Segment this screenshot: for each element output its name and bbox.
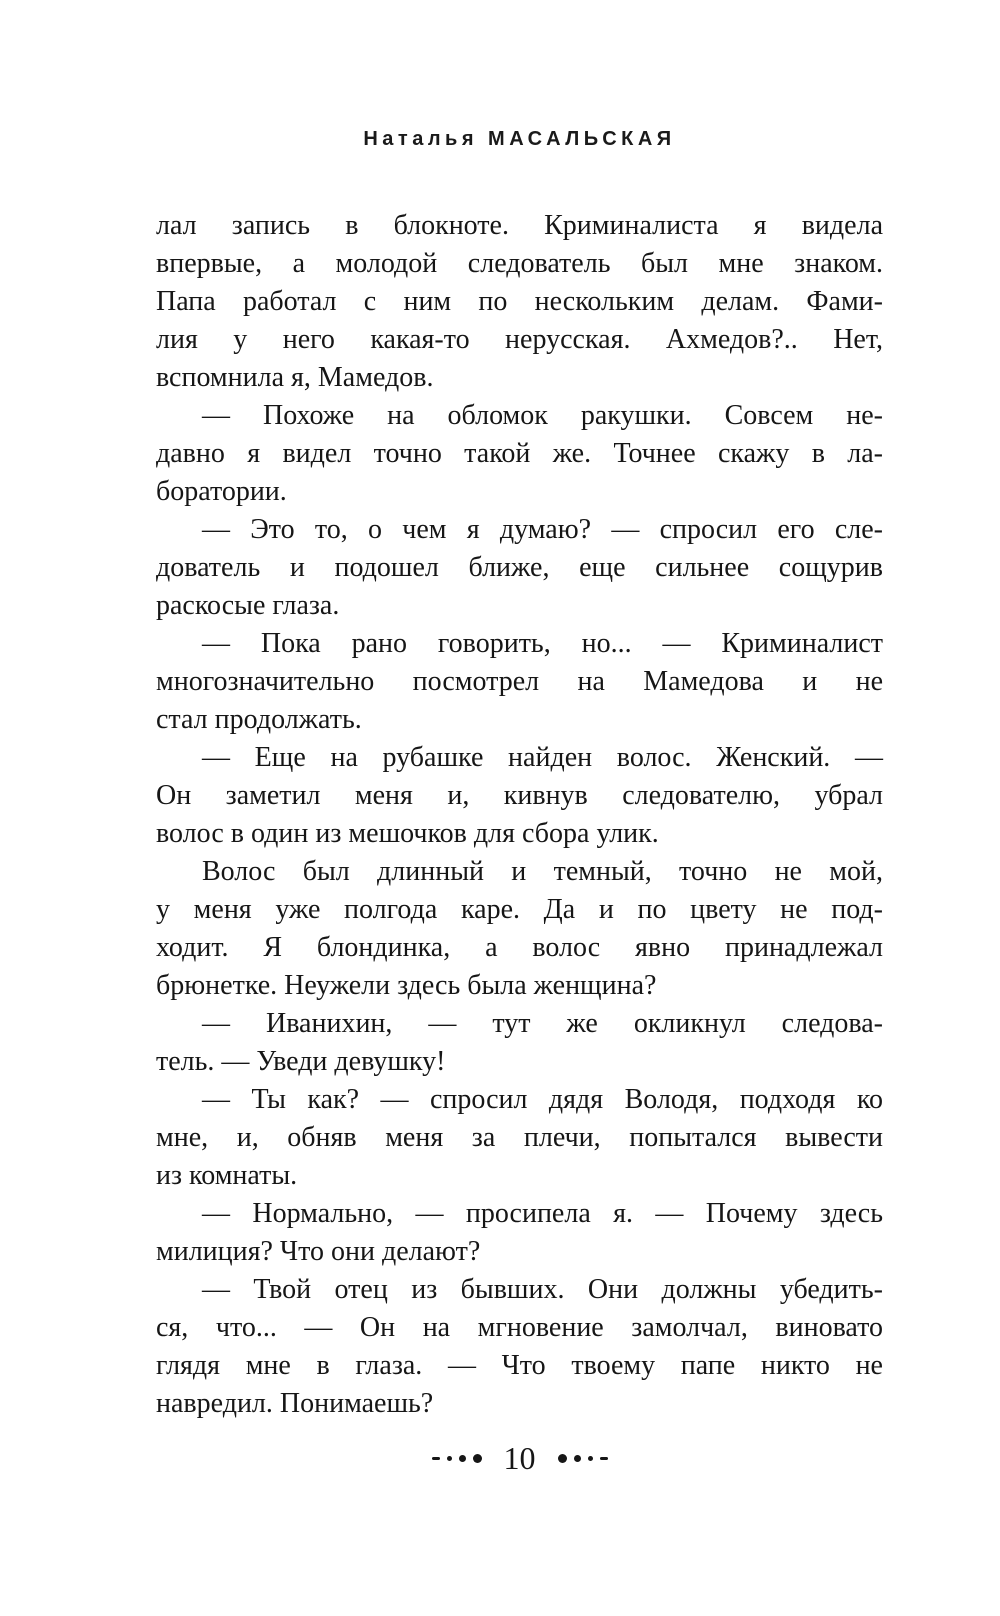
text-line: тель. — Уведи девушку! [156,1046,446,1077]
running-header-author: Наталья МАСАЛЬСКАЯ [363,128,676,150]
text-line: навредил. Понимаешь? [156,1388,434,1419]
text-line: — Нормально, — просипела я. — Почему здесь [202,1198,883,1229]
ornament-dots-left-icon [432,1454,482,1463]
dash-icon [600,1457,608,1460]
text-line: — Иванихин, — тут же окликнул следова- [202,1008,883,1039]
text-line: ходит. Я блондинка, а волос явно принадлежал [156,932,883,963]
text-line: Волос был длинный и темный, точно не мой, [202,856,883,887]
paragraph [156,739,883,853]
text-line: глядя мне в глаза. — Что твоему папе никто не [156,1350,883,1381]
paragraph [156,853,883,1005]
text-line: стал продолжать. [156,704,362,735]
text-line: мне, и, обняв меня за плечи, попытался вывести [156,1122,883,1153]
paragraph [156,1081,883,1195]
text-line: лия у него какая-то нерусская. Ахмедов?.. Нет, [156,324,883,355]
dot-icon [473,1454,482,1463]
text-line: давно я видел точно такой же. Точнее скажу в ла- [156,438,883,469]
dot-icon [459,1455,466,1462]
text-line: — Похоже на обломок ракушки. Совсем не- [202,400,883,431]
text-line: лал запись в блокноте. Криминалиста я видела [156,210,883,241]
text-line: из комнаты. [156,1160,298,1191]
paragraph [156,1271,883,1423]
text-line: милиция? Что они делают? [156,1236,481,1267]
text-line: волос в один из мешочков для сбора улик. [156,818,659,849]
dot-icon [558,1454,567,1463]
paragraph [156,1195,883,1271]
dash-icon [432,1457,440,1460]
ornament-dots-right-icon [558,1454,608,1463]
text-line: многозначительно посмотрел на Мамедова и не [156,666,883,697]
text-line: раскосые глаза. [156,590,340,621]
paragraph [156,625,883,739]
text-line: — Это то, о чем я думаю? — спросил его сле- [202,514,883,545]
page-footer [156,1442,883,1474]
dot-icon [588,1456,593,1461]
text-line: вспомнила я, Мамедов. [156,362,434,393]
text-line: брюнетке. Неужели здесь была женщина? [156,970,657,1001]
paragraph [156,207,883,397]
text-line: — Ты как? — спросил дядя Володя, подходя ко [202,1084,883,1115]
page-body [156,207,883,1423]
dot-icon [447,1456,452,1461]
text-line: дователь и подошел ближе, еще сильнее сощурив [156,552,883,583]
text-line: у меня уже полгода каре. Да и по цвету не под- [156,894,883,925]
paragraph [156,397,883,511]
text-line: боратории. [156,476,287,507]
paragraph [156,1005,883,1081]
text-line: впервые, а молодой следователь был мне знаком. [156,248,883,279]
dot-icon [574,1455,581,1462]
page-number: 10 [503,1440,536,1476]
text-line: ся, что... — Он на мгновение замолчал, виновато [156,1312,883,1343]
text-line: — Твой отец из бывших. Они должны убедить- [202,1274,883,1305]
paragraph [156,511,883,625]
text-line: — Еще на рубашке найден волос. Женский. — [202,742,883,773]
text-line: — Пока рано говорить, но... — Криминалист [202,628,883,659]
text-line: Он заметил меня и, кивнув следователю, убрал [156,780,883,811]
text-line: Папа работал с ним по нескольким делам. Фами- [156,286,883,317]
